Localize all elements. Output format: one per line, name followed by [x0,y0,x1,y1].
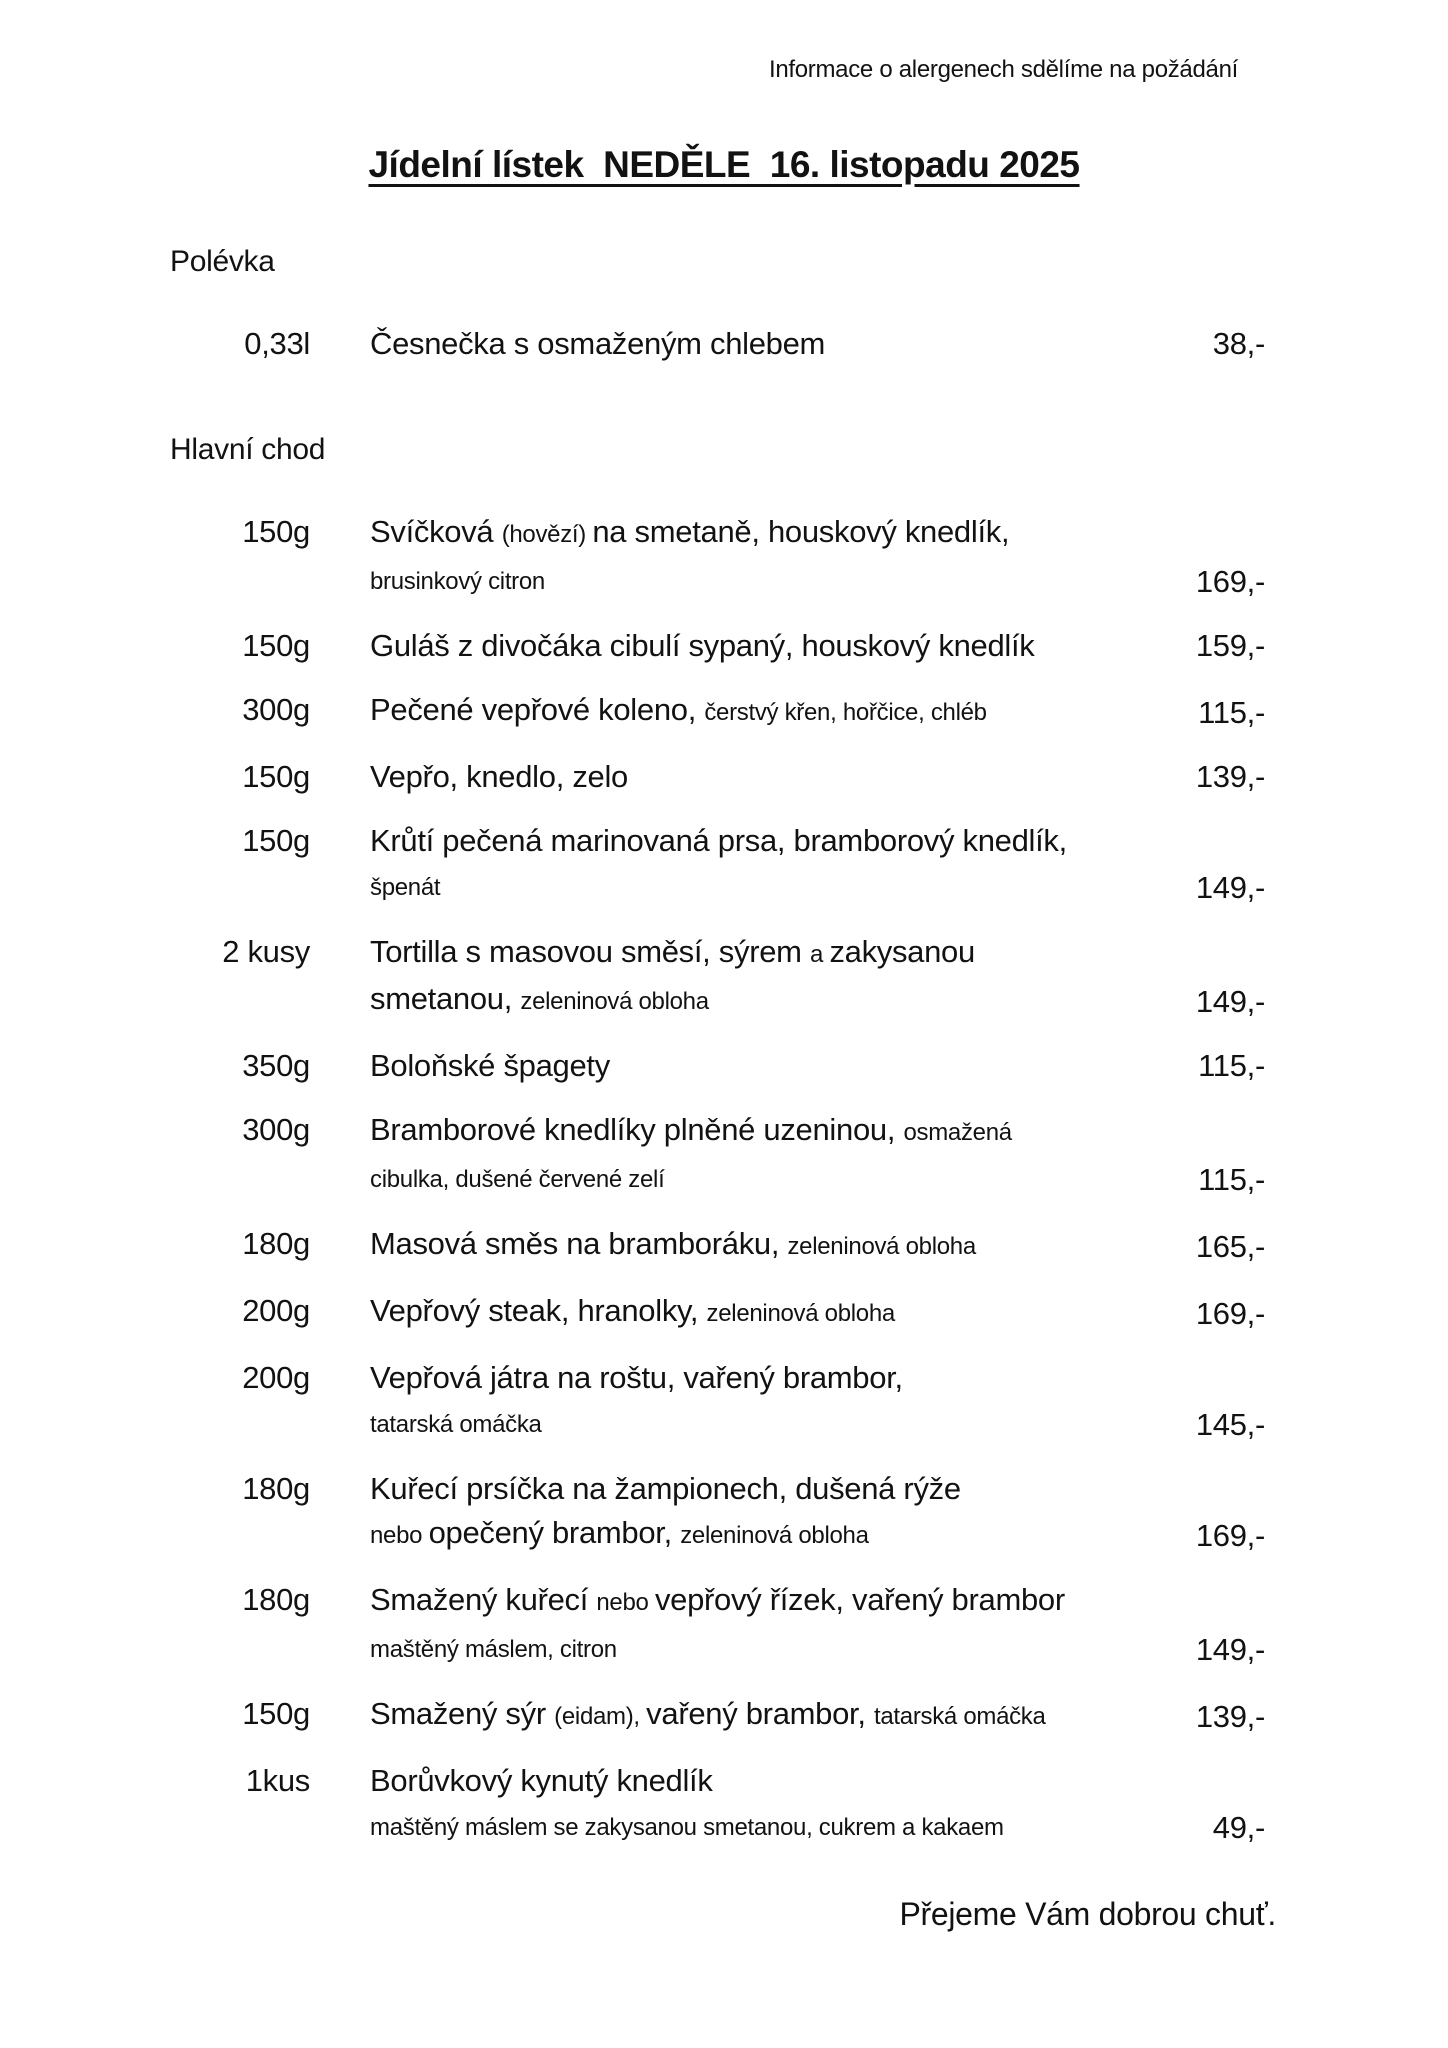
item-quantity: 180g [242,1226,310,1261]
item-quantity: 200g [242,1360,310,1395]
item-name [310,1289,1196,1336]
item-price: 38,- [1212,326,1265,361]
allergen-note: Informace o alergenech sdělíme na požádání [768,56,1238,83]
item-name-segment: osmažená [903,1119,1012,1146]
item-name-segment: Vepřo, knedlo, zelo [370,759,628,794]
item-name-line [370,624,1196,668]
item-name-segment: čerstvý křen, hořčice, chléb [704,699,987,726]
item-name-segment: Tortilla s masovou směsí, sýrem [370,934,811,969]
item-name [310,510,1196,604]
item-name [310,1692,1196,1739]
item-name-segment: a [810,941,830,968]
footer-note: Přejeme Vám dobrou chuť. [899,1896,1276,1932]
item-name-line [370,1044,1198,1088]
item-quantity: 0,33l [244,326,310,361]
item-quantity: 350g [242,1048,310,1083]
item-name-line [370,1400,1196,1447]
item-name-segment: zeleninová obloha [706,1300,895,1327]
item-name-line [370,1108,1198,1155]
item-name-segment: Guláš z divočáka cibulí sypaný, houskový knedlík [370,628,1035,663]
item-price: 115,- [1198,1048,1265,1083]
item-name-segment: Kuřecí prsíčka na žampionech, dušená rýže [370,1471,961,1506]
item-name-line [370,1467,1196,1511]
menu-item-row [0,930,1448,1024]
menu-item-row [0,510,1448,604]
item-name-segment: na smetaně, houskový knedlík, [592,514,1010,549]
item-name-segment: (eidam), [554,1703,647,1730]
menu-item-row [0,1759,1448,1850]
item-name-segment: maštěný máslem se zakysanou smetanou, cukrem a kakaem [370,1814,1004,1841]
item-quantity: 150g [242,628,310,663]
item-name-segment: Vepřový steak, hranolky, [370,1293,707,1328]
item-name-line [370,755,1196,799]
item-name-line [370,930,1196,977]
item-quantity: 1kus [245,1763,310,1798]
item-name-segment: Smažený kuřecí [370,1582,597,1617]
item-name [310,1467,1196,1558]
item-name-line [370,1803,1213,1850]
item-name-segment: Masová směs na bramboráku, [370,1226,788,1261]
item-quantity: 300g [242,1112,310,1147]
item-name-segment: tatarská omáčka [873,1703,1046,1730]
item-price: 115,- [1198,1162,1265,1197]
section-header: Polévka [170,245,275,278]
menu-item-row [0,688,1448,735]
item-name-segment: Svíčková [370,514,502,549]
item-quantity: 150g [242,823,310,858]
item-price: 165,- [1195,1229,1265,1264]
item-name [310,755,1196,799]
item-quantity: 150g [242,1696,310,1731]
item-name-segment: zakysanou [829,934,975,969]
item-name-line [370,977,1196,1024]
item-name-segment: špenát [370,874,441,901]
menu-item-row [0,1578,1448,1672]
item-name [310,930,1196,1024]
item-price: 139,- [1195,1699,1265,1734]
item-name-segment: brusinkový citron [370,568,545,595]
item-name-line [370,510,1196,557]
item-price: 149,- [1195,984,1265,1019]
item-name-line [370,1511,1196,1558]
item-quantity: 180g [242,1471,310,1506]
item-quantity: 150g [242,514,310,549]
item-name [310,819,1196,910]
item-name-line [370,1289,1196,1336]
menu-sections [0,240,1448,1850]
item-quantity: 200g [242,1293,310,1328]
menu-item-row [0,1467,1448,1558]
item-name-segment: vařený brambor, [646,1696,874,1731]
item-name-segment: opečený brambor, [428,1515,681,1550]
item-name-segment: (hovězí) [501,521,593,548]
item-name-segment: Vepřová játra na roštu, vařený brambor, [370,1360,903,1395]
item-quantity: 300g [242,692,310,727]
menu-item-row [0,1356,1448,1447]
item-name [310,1044,1198,1088]
item-name-segment: Borůvkový kynutý knedlík [370,1763,713,1798]
item-price: 169,- [1195,564,1265,599]
item-quantity: 180g [242,1582,310,1617]
section-header: Hlavní chod [170,433,326,466]
menu-item-row [0,1044,1448,1088]
item-name-segment: Bramborové knedlíky plněné uzeninou, [370,1112,904,1147]
item-name-line [370,1759,1213,1803]
menu-item-row [0,1692,1448,1739]
item-name [310,1759,1213,1850]
item-price: 169,- [1195,1518,1265,1553]
item-price: 115,- [1198,695,1265,730]
item-name-line [370,322,1213,366]
item-name-line [370,1155,1198,1202]
item-quantity: 2 kusy [222,934,310,969]
item-name-segment: smetanou, [370,981,521,1016]
item-quantity: 150g [242,759,310,794]
item-name-segment: Česnečka s osmaženým chlebem [370,326,826,361]
item-price: 49,- [1212,1810,1265,1845]
item-name-line [370,1222,1196,1269]
item-name-line [370,1356,1196,1400]
item-name-line [370,819,1196,863]
item-name [310,624,1196,668]
item-name-line [370,1578,1196,1625]
item-name [310,1108,1198,1202]
item-name-segment: Krůtí pečená marinovaná prsa, bramborový knedlík, [370,823,1067,858]
item-name-segment: Smažený sýr [370,1696,555,1731]
item-name-line [370,688,1198,735]
item-name-segment: Boloňské špagety [370,1048,610,1083]
menu-item-row [0,322,1448,366]
menu-item-row [0,1222,1448,1269]
menu-section [0,428,1448,1850]
menu-item-row [0,1289,1448,1336]
menu-item-row [0,1108,1448,1202]
menu-item-row [0,755,1448,799]
item-price: 139,- [1195,759,1265,794]
item-name-segment: maštěný máslem, citron [370,1636,617,1663]
item-price: 149,- [1195,870,1265,905]
item-name-line [370,863,1196,910]
item-name-segment: tatarská omáčka [370,1411,542,1438]
item-price: 159,- [1195,628,1265,663]
item-price: 169,- [1195,1296,1265,1331]
item-name-segment: zeleninová obloha [680,1522,869,1549]
item-name [310,1222,1196,1269]
menu-section [0,240,1448,366]
item-name-segment: nebo [370,1522,429,1549]
item-name-line [370,1692,1196,1739]
item-price: 145,- [1195,1407,1265,1442]
page-title: Jídelní lístek NEDĚLE 16. listopadu 2025 [368,144,1080,185]
item-name [310,1356,1196,1447]
item-name [310,688,1198,735]
item-name-line [370,1625,1196,1672]
item-name-segment: vepřový řízek, vařený brambor [654,1582,1065,1617]
item-price: 149,- [1195,1632,1265,1667]
item-name-segment: Pečené vepřové koleno, [370,692,705,727]
item-name-segment: nebo [596,1589,655,1616]
item-name [310,322,1213,366]
menu-item-row [0,819,1448,910]
item-name-segment: cibulka, dušené červené zelí [370,1166,665,1193]
item-name-segment: zeleninová obloha [520,988,709,1015]
item-name-line [370,557,1196,604]
menu-item-row [0,624,1448,668]
item-name-segment: zeleninová obloha [787,1233,976,1260]
item-name [310,1578,1196,1672]
